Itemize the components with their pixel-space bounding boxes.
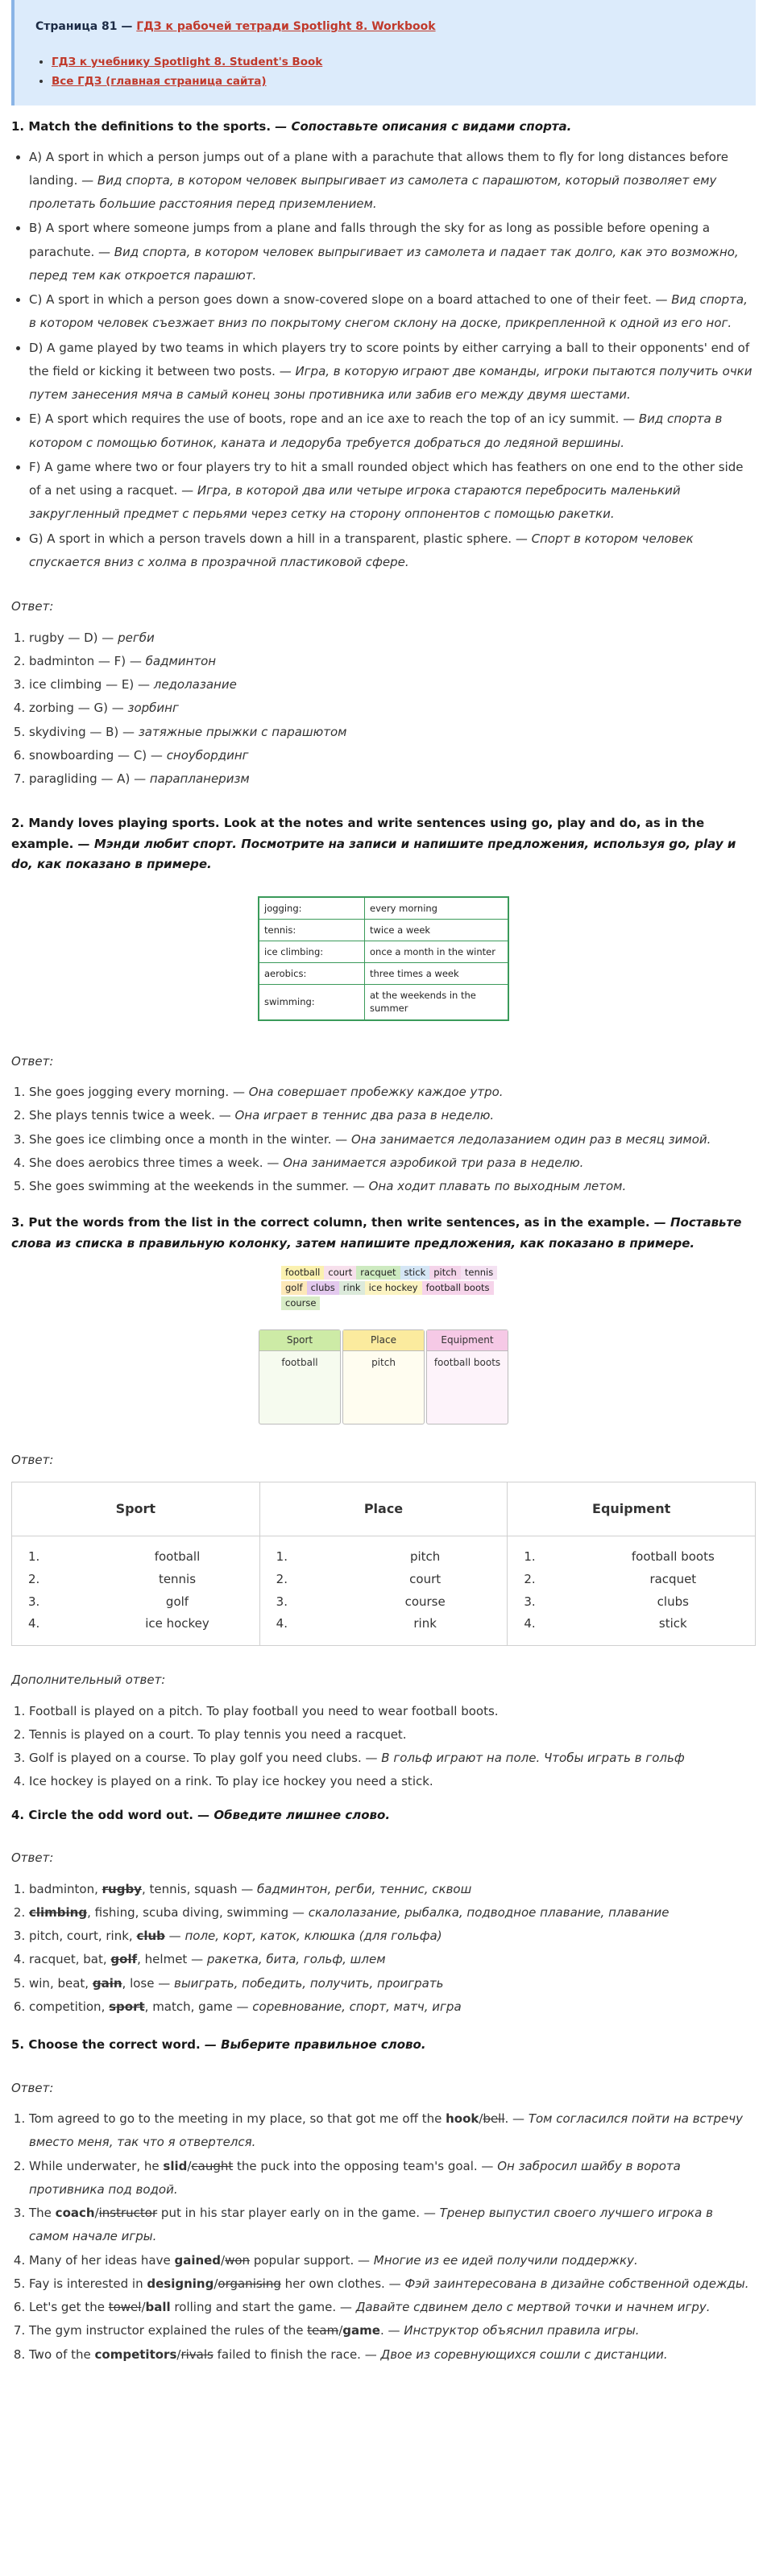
answer-en: zorbing — G) — <box>29 701 128 716</box>
exercise-5-answers <box>11 2107 756 2367</box>
notes-frequency: once a month in the winter <box>365 941 509 963</box>
answer-item <box>29 1152 756 1175</box>
extra-answer-item <box>29 1723 756 1747</box>
illustration-column <box>259 1329 341 1424</box>
answer-ru: Фэй заинтересована в дизайне собственной одежды. <box>404 2276 749 2291</box>
odd-word: golf <box>110 1952 138 1967</box>
cell-row <box>20 1591 251 1614</box>
exercise-3-heading: 3. Put the words from the list in the correct column, then write sentences, as in the example. — Поставьте слова из списка в правильную колонку, затем напишите предложения, как показано в примере. <box>11 1215 742 1251</box>
correct-word: coach <box>55 2206 95 2221</box>
answer-item: 4. Many of her ideas have gained/won popular support. — Многие из ее идей получили поддержку. <box>29 2249 756 2272</box>
answer-item <box>29 1901 756 1925</box>
wrong-word: caught <box>191 2158 234 2173</box>
odd-word: gain <box>92 1975 122 1991</box>
word-bank-item: tennis <box>461 1266 497 1280</box>
answer-sentence: The <box>29 2206 56 2221</box>
cell-row <box>20 1613 251 1635</box>
answer-en: She plays tennis twice a week. — <box>29 1108 235 1123</box>
cell-row <box>20 1546 251 1569</box>
answer-sentence: The gym instructor explained the rules of the <box>29 2323 308 2338</box>
definition-en: E) A sport which requires the use of boots, rope and an ice axe to reach the top of an icy summit. <box>29 411 620 427</box>
illustration-column-example: football boots <box>433 1357 501 1369</box>
odd-word: club <box>136 1929 165 1944</box>
page-number: Страница 81 — <box>35 20 137 33</box>
odd-word: sport <box>109 1999 145 2014</box>
wrong-word: instructor <box>98 2206 158 2221</box>
answer-words: competition, <box>29 1999 110 2014</box>
answer-ru: выиграть, победить, получить, проиграть <box>174 1975 444 1991</box>
notes-sport: aerobics: <box>259 963 365 985</box>
all-gdz-link[interactable]: Все ГДЗ (главная страница сайта) <box>52 74 267 88</box>
answer-ru: бадминтон, регби, теннис, сквош <box>257 1881 472 1896</box>
definition-en: D) A game played by two teams in which players try to score points by either carrying a ball to their opponents' end of the field or kicking it between two posts. <box>29 340 750 378</box>
definition-ru: — Вид спорта, в котором человек выпрыгивает из самолета и падает так долго, как это возможно, перед тем как откроется парашют. <box>29 244 739 283</box>
exercise-1-definitions <box>11 146 756 575</box>
answer-item <box>29 1878 756 1901</box>
cell-row <box>516 1591 747 1614</box>
correct-word: hook <box>446 2111 479 2127</box>
notes-row <box>259 941 508 963</box>
definition-item <box>29 527 756 575</box>
answer-item <box>29 744 756 767</box>
extra-answer-ru: В гольф играют на поле. Чтобы играть в гольф <box>381 1751 685 1766</box>
answer-ru: Она занимается ледолазанием один раз в месяц зимой. <box>350 1131 711 1147</box>
definition-en: F) A game where two or four players try to hit a small rounded object which has feathers on one end to the other side of a net using a racquet. <box>29 459 744 498</box>
exercise-2-answers <box>11 1081 756 1198</box>
answer-label: Ответ: <box>11 1850 54 1866</box>
extra-answer-item <box>29 1770 756 1793</box>
extra-answer-item <box>29 1747 756 1770</box>
answer-en: badminton — F) — <box>29 653 146 668</box>
answer-item: 5. Fay is interested in designing/organising her own clothes. — Фэй заинтересована в дизайне собственной одежды. <box>29 2272 756 2296</box>
nav-links <box>35 52 735 92</box>
correct-word: ball <box>145 2300 171 2315</box>
exercise-1-answers <box>11 626 756 792</box>
answer-words: , match, game — <box>144 1999 253 2014</box>
answer-ru: ракетка, бита, гольф, шлем <box>206 1952 386 1967</box>
column-cell <box>508 1536 756 1646</box>
answer-en: She goes swimming at the weekends in the summer. — <box>29 1179 369 1193</box>
answer-ru: сноубординг <box>166 747 249 763</box>
answer-item <box>29 767 756 791</box>
cell-row <box>20 1569 251 1591</box>
answer-item: 8. Two of the competitors/rivals failed to finish the race. — Двое из соревнующихся сошли с дистанции. <box>29 2343 756 2367</box>
answer-item <box>29 650 756 673</box>
answer-item: 3. The coach/instructor put in his star player early on in the game. — Тренер выпустил своего лучшего игрока в самом начале игры. <box>29 2202 756 2249</box>
answer-label: Ответ: <box>11 2080 54 2095</box>
cell-word: racquet <box>649 1571 697 1586</box>
answer-item <box>29 626 756 650</box>
notes-row <box>259 985 508 1020</box>
answer-item <box>29 1175 756 1198</box>
exercise-2-heading: 2. Mandy loves playing sports. Look at the notes and write sentences using go, play and do, as in the example. — Мэнди любит спорт. Посмотрите на записи и напишите предложения, используя go, play и do, как показано в примере. <box>11 816 736 872</box>
row-number: 1. <box>28 1549 40 1565</box>
cell-row <box>516 1546 747 1569</box>
row-number: 3. <box>276 1594 288 1609</box>
word-bank-item: racquet <box>356 1266 400 1280</box>
answer-sentence: rolling and start the game. — <box>170 2300 356 2315</box>
wrong-word: rivals <box>180 2347 214 2362</box>
answer-ru: Том согласился пойти на встречу вместо меня, так что я отвертелся. <box>29 2111 744 2150</box>
word-bank-illustration <box>259 1265 508 1426</box>
wrong-word: won <box>225 2252 251 2268</box>
answer-ru: Многие из ее идей получили поддержку. <box>373 2252 638 2268</box>
answer-ru: бадминтон <box>145 653 217 668</box>
answer-words: badminton, <box>29 1881 102 1896</box>
answer-item: 7. The gym instructor explained the rules of the team/game. — Инструктор объяснил правила игры. <box>29 2319 756 2342</box>
notes-frequency: every morning <box>365 897 509 920</box>
illustration-column <box>426 1329 508 1424</box>
cell-word: pitch <box>409 1549 441 1565</box>
answer-sentence: her own clothes. — <box>280 2276 405 2291</box>
odd-word: rugby <box>102 1881 142 1896</box>
cell-row <box>268 1569 500 1591</box>
answer-label: Ответ: <box>11 599 54 614</box>
word-bank-item: football boots <box>422 1281 494 1295</box>
answer-item: 1. Tom agreed to go to the meeting in my place, so that got me off the hook/bell. — Том согласился пойти на встречу вместо меня, так что я отвертелся. <box>29 2107 756 2155</box>
answer-en: ice climbing — E) — <box>29 677 154 693</box>
cell-word: golf <box>165 1594 189 1609</box>
row-number: 3. <box>28 1594 40 1609</box>
word-bank-item: ice hockey <box>365 1281 422 1295</box>
answer-ru: скалолазание, рыбалка, подводное плавание, плавание <box>308 1904 670 1920</box>
extra-answer-en: Ice hockey is played on a rink. To play ice hockey you need a stick. <box>29 1774 433 1789</box>
answer-ru: регби <box>118 630 155 645</box>
cell-word: stick <box>658 1616 687 1631</box>
answer-item <box>29 1925 756 1948</box>
illustration-column-head: Place <box>343 1330 424 1351</box>
answer-ru: Она совершает пробежку каждое утро. <box>248 1085 504 1099</box>
answer-ru: Двое из соревнующихся сошли с дистанции. <box>380 2347 668 2362</box>
definition-item <box>29 146 756 217</box>
answer-item <box>29 1995 756 2019</box>
answer-item <box>29 1972 756 1995</box>
row-number: 3. <box>524 1594 536 1609</box>
students-book-link[interactable]: ГДЗ к учебнику Spotlight 8. Student's Book <box>52 55 323 68</box>
answer-en: She does aerobics three times a week. — <box>29 1155 284 1170</box>
cell-row <box>268 1546 500 1569</box>
column-header-place: Place <box>259 1482 508 1536</box>
answer-ru: Она занимается аэробикой три раза в неделю. <box>283 1155 584 1170</box>
exercise-1-heading: 1. Match the definitions to the sports. — Сопоставьте описания с видами спорта. <box>11 119 572 134</box>
answer-sentence: failed to finish the race. — <box>213 2347 381 2362</box>
notes-row <box>259 963 508 985</box>
answer-sentence: Fay is interested in <box>29 2276 147 2291</box>
definition-ru: — Игра, в которой два или четыре игрока стараются перебросить маленький закругленный предмет с перьями через сетку на сторону оппонентов с помощью ракетки. <box>29 483 681 522</box>
definition-ru: — Вид спорта, в котором человек съезжает вниз по покрытому снегом склону на доске, прикрепленной к одной из его ног. <box>29 292 748 331</box>
answer-ru: зорбинг <box>127 701 179 716</box>
answer-en: snowboarding — C) — <box>29 747 167 763</box>
cell-word: court <box>409 1571 442 1586</box>
row-number: 4. <box>28 1616 40 1631</box>
cell-row <box>516 1613 747 1635</box>
definition-en: B) A sport where someone jumps from a plane and falls through the sky for as long as possible before opening a parachute. <box>29 221 711 259</box>
answer-en: rugby — D) — <box>29 630 118 645</box>
illustration-column-head: Sport <box>259 1330 340 1351</box>
workbook-link[interactable]: ГДЗ к рабочей тетради Spotlight 8. Workbook <box>136 20 436 33</box>
answer-sentence: . — <box>504 2111 529 2127</box>
row-number: 2. <box>276 1571 288 1586</box>
extra-answer-item <box>29 1700 756 1723</box>
navigation-box <box>11 0 756 105</box>
correct-word: competitors <box>94 2347 177 2362</box>
cell-word: tennis <box>158 1571 197 1586</box>
answer-item <box>29 673 756 697</box>
answer-sentence: Tom agreed to go to the meeting in my place, so that got me off the <box>29 2111 446 2127</box>
cell-word: football <box>154 1549 201 1565</box>
answer-ru: Она играет в теннис два раза в неделю. <box>234 1108 495 1123</box>
answer-ru: соревнование, спорт, матч, игра <box>252 1999 462 2014</box>
correct-word: designing <box>147 2276 214 2291</box>
extra-answer-en: Tennis is played on a court. To play tennis you need a racquet. <box>29 1726 407 1742</box>
answer-sentence: . — <box>379 2323 404 2338</box>
word-bank-item: court <box>324 1266 356 1280</box>
answer-item <box>29 721 756 744</box>
definition-item <box>29 456 756 527</box>
word-bank-item: stick <box>400 1266 430 1280</box>
cell-row <box>268 1613 500 1635</box>
nav-link-item <box>52 72 735 91</box>
answer-item <box>29 1081 756 1104</box>
word-bank-item: rink <box>339 1281 365 1295</box>
answer-sentence: popular support. — <box>250 2252 374 2268</box>
sport-place-equipment-table <box>11 1482 756 1646</box>
illustration-column <box>342 1329 425 1424</box>
answer-item <box>29 697 756 720</box>
answer-words: , fishing, scuba diving, swimming — <box>87 1904 309 1920</box>
row-number: 4. <box>524 1616 536 1631</box>
row-number: 1. <box>524 1549 536 1565</box>
mandy-notes-table <box>258 896 509 1021</box>
wrong-word: bell <box>483 2111 505 2127</box>
cell-word: clubs <box>657 1594 689 1609</box>
answer-ru: Инструктор объяснил правила игры. <box>404 2323 640 2338</box>
word-bank-item: course <box>281 1296 320 1310</box>
cell-word: course <box>404 1594 446 1609</box>
answer-words: pitch, court, rink, <box>29 1929 137 1944</box>
notes-frequency: at the weekends in the summer <box>365 985 509 1020</box>
definition-item <box>29 288 756 336</box>
page-title <box>35 16 735 38</box>
illustration-column-example: pitch <box>371 1357 396 1369</box>
correct-word: game <box>342 2323 380 2338</box>
cell-word: football boots <box>631 1549 715 1565</box>
definition-ru: — Вид спорта, в котором человек выпрыгивает из самолета с парашютом, который позволяет ему пролетать большие расстояния перед приземлением. <box>29 172 717 212</box>
column-cell <box>259 1536 508 1646</box>
correct-word: slid <box>163 2158 188 2173</box>
answer-words: , helmet — <box>137 1952 207 1967</box>
answer-en: She goes ice climbing once a month in the winter. — <box>29 1131 351 1147</box>
answer-ru: затяжные прыжки с парашютом <box>138 724 347 739</box>
answer-ru: Он забросил шайбу в ворота противника под водой. <box>29 2158 681 2197</box>
exercise-4-answers <box>11 1878 756 2020</box>
notes-sport: ice climbing: <box>259 941 365 963</box>
definition-en: G) A sport in which a person travels down a hill in a transparent, plastic sphere. <box>29 531 512 546</box>
word-bank-item: football <box>281 1266 324 1280</box>
answer-sentence: the puck into the opposing team's goal. — <box>233 2158 498 2173</box>
correct-word: gained <box>174 2252 222 2268</box>
answer-sentence: Two of the <box>29 2347 95 2362</box>
cell-row <box>516 1569 747 1591</box>
odd-word: climbing <box>29 1904 88 1920</box>
answer-sentence: Many of her ideas have <box>29 2252 175 2268</box>
answer-sentence: Let's get the <box>29 2300 109 2315</box>
extra-answer-label: Дополнительный ответ: <box>11 1673 166 1688</box>
row-number: 2. <box>28 1571 40 1586</box>
cell-word: ice hockey <box>145 1616 209 1631</box>
answer-ru: парапланеризм <box>149 771 250 787</box>
definition-ru: — Спорт в котором человек спускается вниз с холма в прозрачной пластиковой сфере. <box>29 531 694 569</box>
answer-words: , tennis, squash — <box>141 1881 258 1896</box>
nav-link-item <box>52 52 735 72</box>
answer-sentence: While underwater, he <box>29 2158 164 2173</box>
exercise-3-extra-answers <box>11 1700 756 1794</box>
answer-ru: Давайте сдвинем дело с мертвой точки и начнем игру. <box>355 2300 711 2315</box>
answer-label: Ответ: <box>11 1053 54 1069</box>
answer-words: — <box>164 1929 185 1944</box>
exercise-5-heading: 5. Choose the correct word. — Выберите правильное слово. <box>11 2037 426 2053</box>
answer-words: racquet, bat, <box>29 1952 111 1967</box>
column-header-equipment: Equipment <box>508 1482 756 1536</box>
notes-sport: swimming: <box>259 985 365 1020</box>
column-cell <box>12 1536 260 1646</box>
answer-en: skydiving — B) — <box>29 724 139 739</box>
notes-row <box>259 920 508 941</box>
wrong-word: organising <box>218 2276 281 2291</box>
notes-frequency: twice a week <box>365 920 509 941</box>
cell-row <box>268 1591 500 1614</box>
word-bank-item: clubs <box>307 1281 339 1295</box>
illustration-column-head: Equipment <box>427 1330 508 1351</box>
answer-ru: Она ходит плавать по выходным летом. <box>368 1179 627 1193</box>
row-number: 1. <box>276 1549 288 1565</box>
answer-ru: поле, корт, каток, клюшка (для гольфа) <box>184 1929 442 1944</box>
wrong-word: towel <box>108 2300 142 2315</box>
definition-item <box>29 407 756 455</box>
row-number: 4. <box>276 1616 288 1631</box>
definition-item <box>29 337 756 407</box>
notes-row <box>259 897 508 920</box>
exercise-4-heading: 4. Circle the odd word out. — Обведите лишнее слово. <box>11 1807 391 1822</box>
notes-sport: jogging: <box>259 897 365 920</box>
answer-label: Ответ: <box>11 1453 54 1468</box>
extra-answer-en: Football is played on a pitch. To play football you need to wear football boots. <box>29 1703 499 1718</box>
illustration-column-example: football <box>281 1357 318 1369</box>
answer-en: She goes jogging every morning. — <box>29 1085 249 1099</box>
definition-en: C) A sport in which a person goes down a snow-covered slope on a board attached to one of their feet. <box>29 292 652 308</box>
answer-en: paragliding — A) — <box>29 771 150 787</box>
answer-item <box>29 1104 756 1127</box>
word-bank <box>281 1265 507 1311</box>
answer-sentence: put in his star player early on in the game. — <box>157 2206 440 2221</box>
notes-frequency: three times a week <box>365 963 509 985</box>
answer-item <box>29 1948 756 1971</box>
answer-ru: ледолазание <box>153 677 237 693</box>
extra-answer-en: Golf is played on a course. To play golf you need clubs. — <box>29 1751 382 1766</box>
cell-word: rink <box>413 1616 437 1631</box>
column-header-sport: Sport <box>12 1482 260 1536</box>
answer-item: 2. While underwater, he slid/caught the puck into the opposing team's goal. — Он забросил шайбу в ворота противника под водой. <box>29 2155 756 2202</box>
word-bank-item: pitch <box>429 1266 461 1280</box>
wrong-word: team <box>307 2323 339 2338</box>
definition-ru: — Вид спорта в котором с помощью ботинок, каната и ледоруба требуется добраться до ледяной вершины. <box>29 411 723 450</box>
notes-sport: tennis: <box>259 920 365 941</box>
row-number: 2. <box>524 1571 536 1586</box>
answer-item: 6. Let's get the towel/ball rolling and start the game. — Давайте сдвинем дело с мертвой точки и начнем игру. <box>29 2296 756 2319</box>
answer-ru: Тренер выпустил своего лучшего игрока в самом начале игры. <box>29 2206 713 2244</box>
answer-words: win, beat, <box>29 1975 93 1991</box>
definition-ru: — Игра, в которую играют две команды, игроки пытаются получить очки путем занесения мяча в самый конец зоны противника или забив его между двумя шестами. <box>29 363 752 403</box>
answer-item <box>29 1128 756 1152</box>
definition-en: A) A sport in which a person jumps out of a plane with a parachute that allows them to fly for long distances before landing. <box>29 149 729 188</box>
word-bank-item: golf <box>281 1281 307 1295</box>
answer-words: , lose — <box>122 1975 174 1991</box>
definition-item <box>29 217 756 287</box>
